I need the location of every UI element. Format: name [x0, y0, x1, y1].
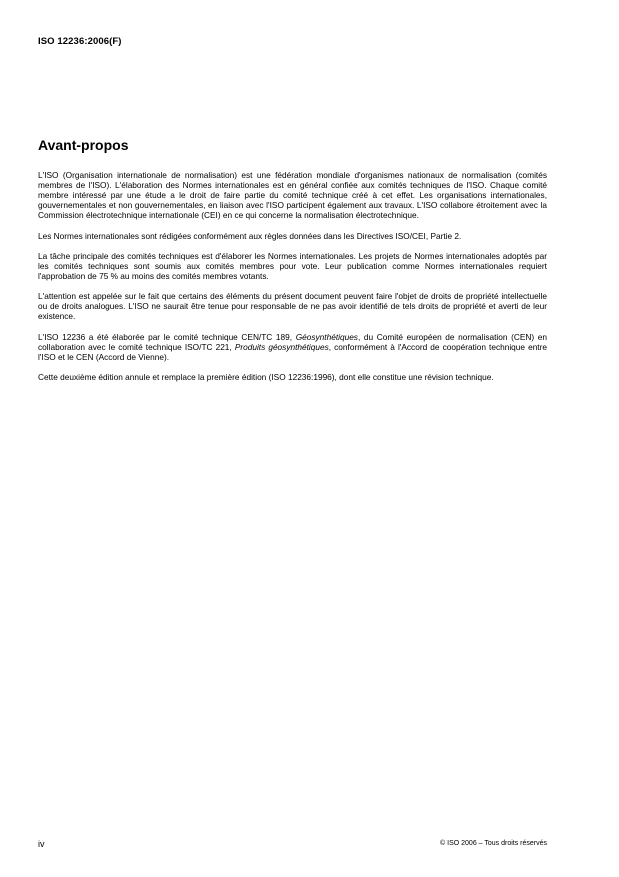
preparation-text-1: L'ISO 12236 a été élaborée par le comité technique CEN/TC 189,: [38, 331, 296, 342]
paragraph-preparation: [38, 332, 547, 362]
paragraph-patent-rights: L'attention est appelée sur le fait que certains des éléments du présent document peuvent faire l'objet de droits de propriété intellectuelle ou de droits analogues. L'ISO ne saurait être tenue pour responsable de ne pas avoir identifié de tels droits de propriété et averti de leur existence.: [38, 291, 547, 322]
paragraph-edition: Cette deuxième édition annule et remplace la première édition (ISO 12236:1996), dont elle constitue une révision technique.: [38, 371, 494, 382]
section-title: Avant-propos: [38, 137, 129, 153]
paragraph-organisation: L'ISO (Organisation internationale de normalisation) est une fédération mondiale d'organismes nationaux de normalisation (comités membres de l'ISO). L'élaboration des Normes internationales est en général confiée aux comités techniques de l'ISO. Chaque comité membre intéressé par une étude a le droit de faire partie du comité technique créé à cet effet. Les organisations internationales, gouvernementales et non gouvernementales, en liaison avec l'ISO participent également aux travaux. L'ISO collabore étroitement avec la Commission électrotechnique internationale (CEI) en ce qui concerne la normalisation électrotechnique.: [38, 170, 547, 221]
page-number: iv: [38, 839, 45, 849]
paragraph-directives: Les Normes internationales sont rédigées conformément aux règles données dans les Directives ISO/CEI, Partie 2.: [38, 230, 462, 241]
preparation-product-name: Produits géosynthétiques: [234, 341, 329, 352]
preparation-text-2: , du Comité européen de normalisation (CEN) en collaboration avec le comité technique ISO/TC 221,: [38, 331, 548, 352]
preparation-text-3: , conformément à l'Accord de coopération technique entre l'ISO et le CEN (Accord de Vienne).: [38, 341, 547, 362]
paragraph-committees: La tâche principale des comités techniques est d'élaborer les Normes internationales. Les projets de Normes internationales adoptés par les comités techniques sont soumis aux comités membres pour vote. Leur publication comme Normes internationales requiert l'approbation de 75 % au moins des comités membres votants.: [38, 250, 547, 281]
foreword-body: [38, 170, 547, 392]
copyright-notice: © ISO 2006 – Tous droits réservés: [440, 840, 547, 847]
document-code: ISO 12236:2006(F): [38, 36, 122, 47]
preparation-committee-name: Géosynthétiques: [295, 331, 358, 342]
